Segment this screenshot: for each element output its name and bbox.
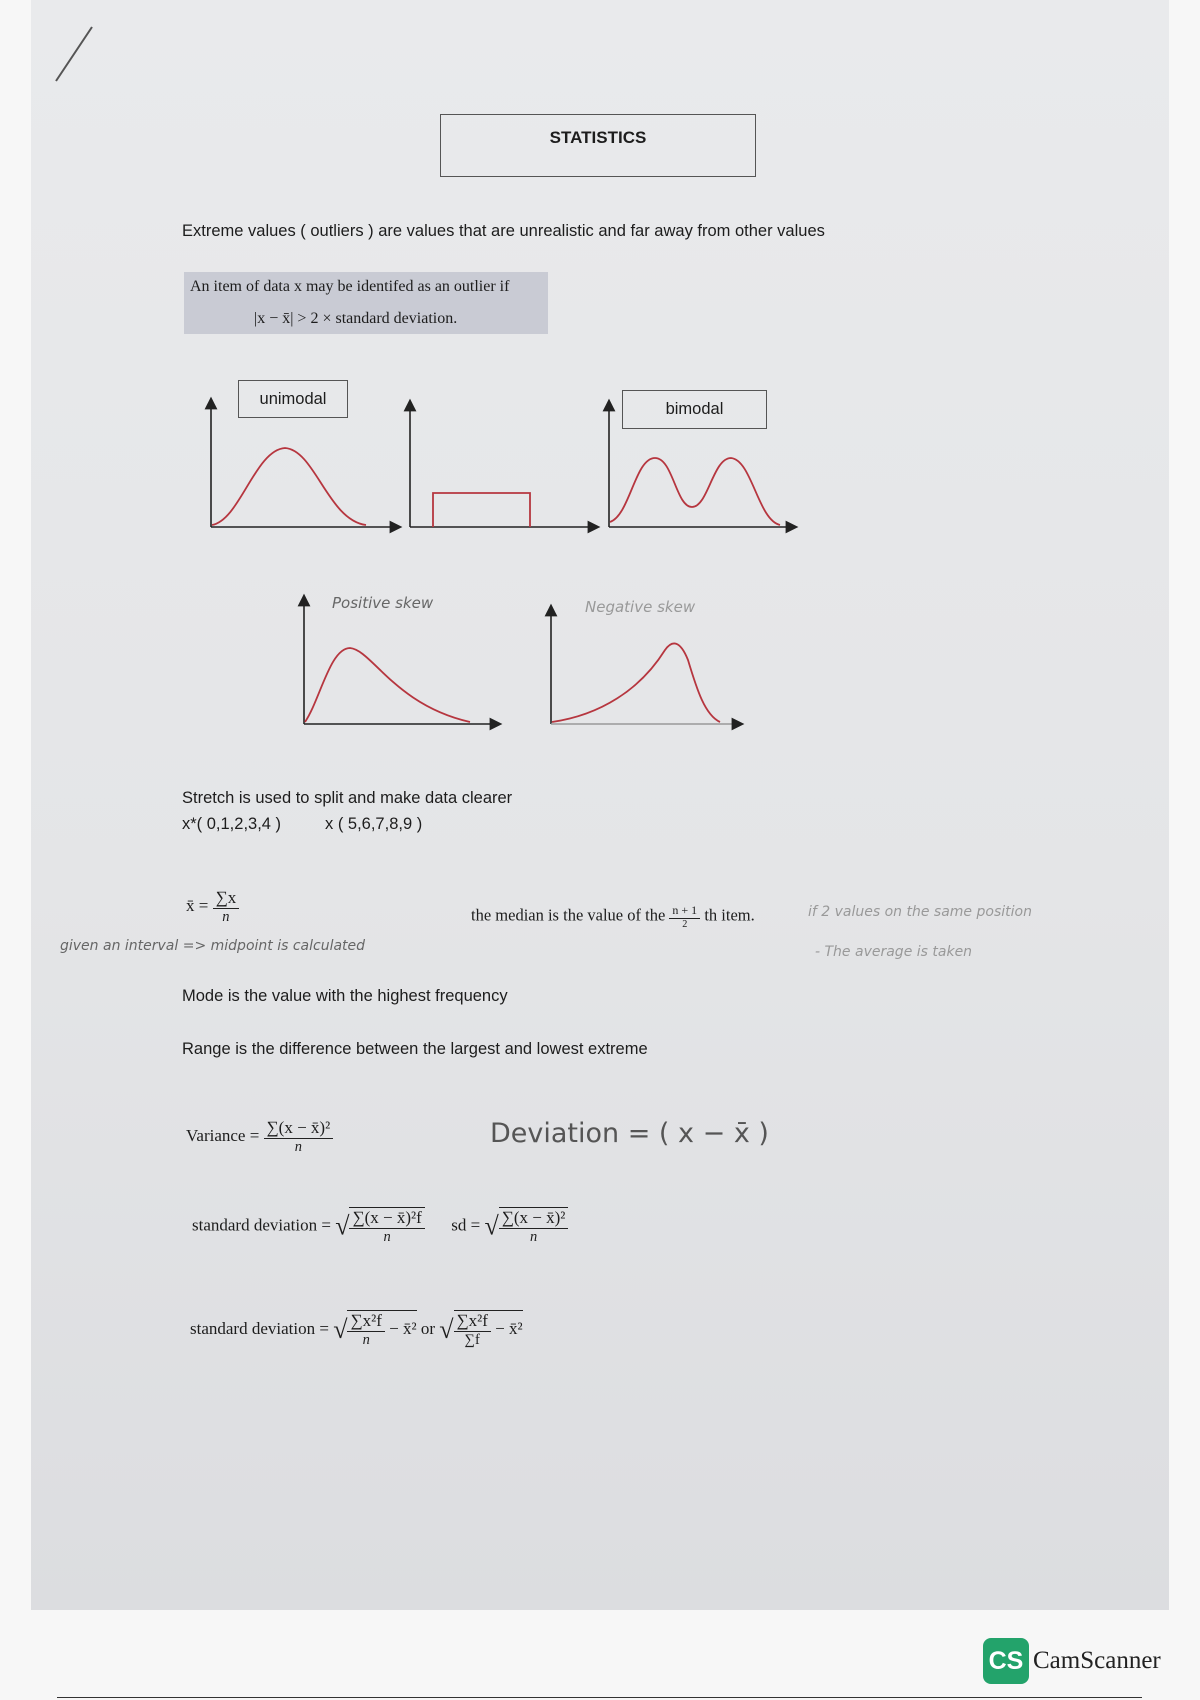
mean-formula	[186, 888, 239, 926]
camscanner-brand: CamScanner	[1033, 1647, 1161, 1674]
sd1-denominator: n	[383, 1229, 391, 1245]
sd1-denominator-2: n	[529, 1229, 538, 1245]
mean-lhs: x̄ =	[186, 895, 209, 915]
median-numerator: n + 1	[669, 903, 700, 919]
sd1-lhs: standard deviation =	[192, 1215, 331, 1235]
sd2-tail-2: − x̄²	[495, 1318, 523, 1338]
interval-note: given an interval => midpoint is calculated	[60, 938, 366, 954]
median-note-1: if 2 values on the same position	[808, 904, 1032, 920]
sd2-or: or	[420, 1318, 435, 1338]
sd2-fraction	[347, 1311, 384, 1349]
negative-skew-label: Negative skew	[585, 598, 696, 616]
sd1-fraction	[349, 1207, 424, 1246]
sd-formula-1: standard deviation = √ $\frac{\text{∑(x − x̄)²f}}{n}$ sd = √ $\frac{\text{∑(x − x̄)²}}{n}$	[192, 1207, 568, 1246]
stretch-set-1: x*( 0,1,2,3,4 )	[182, 815, 282, 833]
median-fraction	[669, 903, 700, 930]
sd-formula-2: standard deviation = √ $\frac{\text{∑x²f}}{n}$ − x̄² or √ $\frac{\text{∑x²f}}{\sum f}$ − x̄²	[190, 1311, 523, 1348]
camscanner-logo-icon: CS	[983, 1638, 1029, 1684]
sd2-denominator-2: ∑f	[464, 1332, 480, 1348]
mean-denominator: n	[222, 909, 230, 925]
deviation-formula: Deviation = ( x − x̄ )	[490, 1118, 769, 1149]
outlier-rule-line2: |x − x̄| > 2 × standard deviation.	[254, 310, 458, 327]
mean-fraction	[213, 888, 240, 926]
sd2-lhs: standard deviation =	[190, 1318, 329, 1338]
variance-denominator: n	[294, 1139, 302, 1155]
pencil-mark	[50, 25, 100, 85]
outlier-rule-line1: An item of data x may be identifed as an outlier if	[190, 278, 510, 295]
sd2-fraction-2	[454, 1311, 491, 1349]
sd1-lhs2: sd =	[451, 1215, 481, 1235]
outlier-rule-box	[184, 272, 548, 334]
mean-numerator: ∑x	[213, 888, 240, 909]
sd2-numerator-2: ∑x²f	[454, 1311, 491, 1332]
sd1-numerator-2: ∑(x − x̄)²	[499, 1208, 569, 1229]
unimodal-label: unimodal	[238, 380, 348, 418]
outliers-definition: Extreme values ( outliers ) are values that are unrealistic and far away from other values	[182, 222, 825, 240]
median-formula	[471, 903, 755, 930]
variance-formula	[186, 1118, 333, 1156]
variance-fraction	[264, 1118, 334, 1156]
sd1-fraction-2	[499, 1207, 569, 1246]
variance-lhs: Variance =	[186, 1125, 260, 1145]
range-definition: Range is the difference between the largest and lowest extreme	[182, 1040, 648, 1058]
page-title: STATISTICS	[440, 114, 756, 177]
bimodal-label: bimodal	[622, 390, 767, 429]
sd2-denominator: n	[362, 1332, 370, 1348]
median-denominator: 2	[682, 919, 688, 930]
stretch-set-2: x ( 5,6,7,8,9 )	[325, 815, 423, 833]
sd2-tail: − x̄²	[389, 1318, 417, 1338]
median-suffix: th item.	[704, 905, 755, 925]
median-prefix: the median is the value of the	[471, 905, 666, 925]
footer-divider	[57, 1697, 1142, 1698]
median-note-2: - The average is taken	[815, 944, 973, 960]
positive-skew-label: Positive skew	[332, 594, 434, 612]
stretch-text: Stretch is used to split and make data clearer	[182, 789, 513, 807]
variance-numerator: ∑(x − x̄)²	[264, 1118, 334, 1139]
mode-definition: Mode is the value with the highest frequency	[182, 987, 508, 1005]
sd1-numerator: ∑(x − x̄)²f	[349, 1208, 424, 1229]
sd2-numerator: ∑x²f	[347, 1311, 384, 1332]
